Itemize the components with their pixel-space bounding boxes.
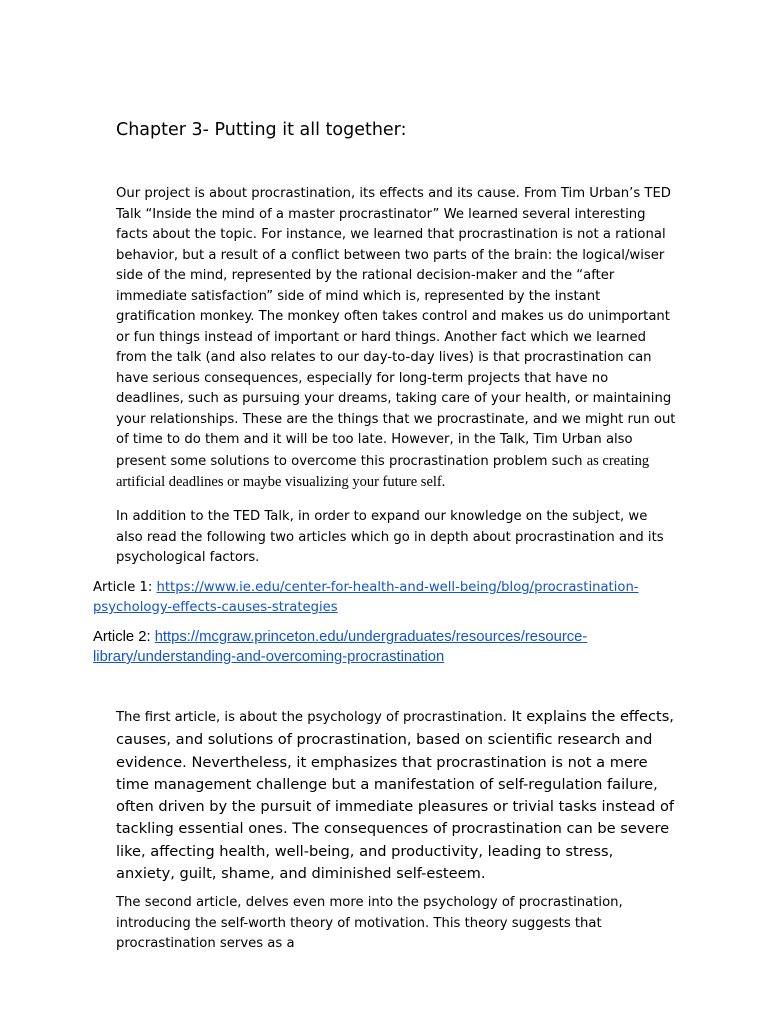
article-2-reference <box>93 627 673 667</box>
article-1-label: Article 1: <box>93 580 157 595</box>
article-1-link[interactable]: https://www.ie.edu/center-for-health-and-well-being/blog/procrastination-psychology-effects-causes-strategies <box>93 580 639 615</box>
article-2-label: Article 2: <box>93 629 155 645</box>
chapter-title: Chapter 3- Putting it all together: <box>116 120 407 140</box>
paragraph-first-article-rest: It explains the effects, causes, and solutions of procrastination, based on scientific research and evidence. Nevertheless, it emphasizes that procrastination is not a mere time management challenge but a manifestation of self-regulation failure, often driven by the pursuit of immediate pleasures or trivial tasks instead of tackling essential ones. The consequences of procrastination can be severe like, affecting health, well-being, and productivity, leading to stress, anxiety, guilt, shame, and diminished self-esteem. <box>116 708 675 883</box>
paragraph-second-article: The second article, delves even more into the psychology of procrastination, introducing the self-worth theory of motivation. This theory suggests that procrastination serves as a <box>116 895 623 951</box>
paragraph-ted-talk <box>116 184 676 494</box>
paragraph-ted-talk-tail: as creating artificial deadlines or maybe visualizing your future self. <box>116 452 650 490</box>
paragraph-articles-intro: In addition to the TED Talk, in order to expand our knowledge on the subject, we also read the following two articles which go in depth about procrastination and its psychological factors. <box>116 509 664 565</box>
article-2-link[interactable]: https://mcgraw.princeton.edu/undergraduates/resources/resource-library/understanding-and-overcoming-procrastination <box>93 629 588 665</box>
paragraph-ted-talk-main: Our project is about procrastination, its effects and its cause. From Tim Urban’s TED Talk “Inside the mind of a master procrastinator” We learned several interesting facts about the topic. For instance, we learned that procrastination is not a rational behavior, but a result of a conflict between two parts of the brain: the logical/wiser side of the mind, represented by the rational decision-maker and the “after immediate satisfaction” side of mind which is, represented by the instant gratification monkey. The monkey often takes control and makes us do unimportant or fun things instead of important or hard things. Another fact which we learned from the talk (and also relates to our day-to-day lives) is that procrastination can have serious consequences, especially for long-term projects that have no deadlines, such as pursuing your dreams, taking care of your health, or maintaining your relationships. These are the things that we procrastinate, and we might run out of time to do them and it will be too late. However, in the Talk, Tim Urban also present some solutions to overcome this procrastination problem such <box>116 186 676 469</box>
paragraph-first-article <box>116 706 676 885</box>
article-1-reference <box>93 578 673 618</box>
paragraph-first-article-lead: The first article, is about the psychology of procrastination. <box>116 710 507 725</box>
